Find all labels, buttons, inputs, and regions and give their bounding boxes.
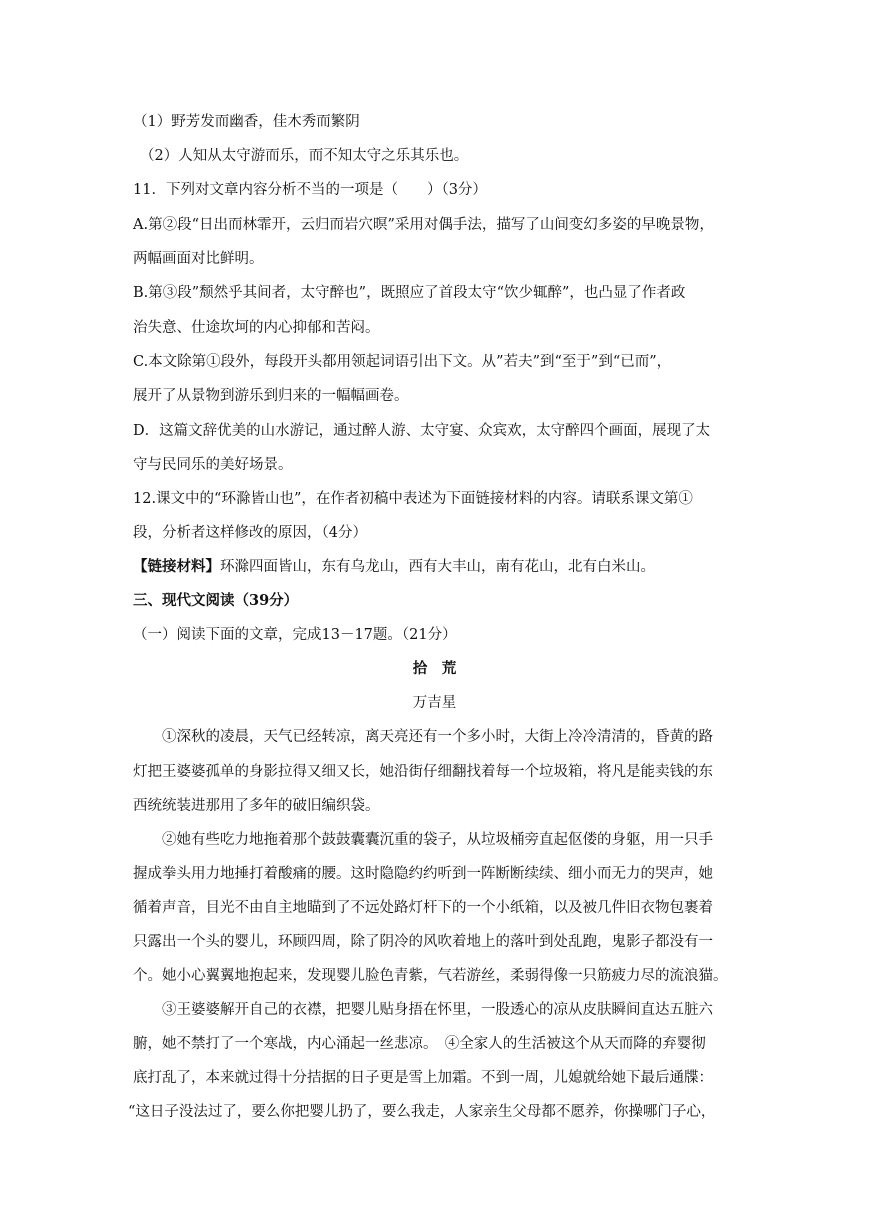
q11-option-a-line-2: 两幅画面对比鲜明。 bbox=[133, 251, 264, 267]
paragraph-3-line-2: 腑，她不禁打了一个寒战，内心涌起一丝悲凉。 ④全家人的生活被这个从天而降的弃婴彻 bbox=[133, 1036, 706, 1052]
q11-option-a-line-1: A.第②段“日出而林霏开，云归而岩穴暝”采用对偶手法，描写了山间变幻多姿的早晚景物， bbox=[133, 217, 714, 233]
q12-stem-line-1: 12.课文中的“环滁皆山也”，在作者初稿中表述为下面链接材料的内容。请联系课文第① bbox=[133, 491, 693, 507]
q10-item-1: （1）野芳发而幽香，佳木秀而繁阴 bbox=[133, 114, 360, 130]
paragraph-2-line-5: 个。她小心翼翼地抱起来，发现婴儿脸色青紫，气若游丝，柔弱得像一只筋疲力尽的流浪猫。 bbox=[133, 968, 728, 984]
article-author: 万吉星 bbox=[412, 695, 457, 711]
paragraph-3-line-4: “这日子没法过了，要么你把婴儿扔了，要么我走，人家亲生父母都不愿养，你操哪门子心， bbox=[128, 1104, 716, 1120]
paragraph-3-line-1: ③王婆婆解开自己的衣襟，把婴儿贴身捂在怀里，一股透心的凉从皮肤瞬间直达五脏六 bbox=[162, 1002, 713, 1018]
paragraph-3-line-3: 底打乱了，本来就过得十分拮据的日子更是雪上加霜。不到一周，儿媳就给她下最后通牒： bbox=[133, 1070, 713, 1086]
paragraph-1-line-1: ①深秋的凌晨，天气已经转凉，离天亮还有一个多小时，大街上冷冷清清的，昏黄的路 bbox=[162, 729, 713, 745]
section-subheading: （一）阅读下面的文章，完成13－17题。（21分） bbox=[133, 627, 457, 643]
q11-stem: 11．下列对文章内容分析不当的一项是（ ）（3分） bbox=[133, 182, 487, 198]
section-heading: 三、现代文阅读（39分） bbox=[133, 592, 299, 609]
q11-option-d-line-1: D．这篇文辞优美的山水游记，通过醉人游、太守宴、众宾欢，太守醉四个画面，展现了太 bbox=[133, 423, 711, 439]
q11-option-d-line-2: 守与民同乐的美好场景。 bbox=[133, 457, 293, 473]
article-title: 拾 荒 bbox=[412, 660, 457, 677]
paragraph-2-line-3: 循着声音，目光不由自主地瞄到了不远处路灯杆下的一个小纸箱，以及被几件旧衣物包裹着 bbox=[133, 900, 713, 916]
paragraph-1-line-2: 灯把王婆婆孤单的身影拉得又细又长，她沿街仔细翻找着每一个垃圾箱，将凡是能卖钱的东 bbox=[133, 764, 713, 780]
q11-option-c-line-2: 展开了从景物到游乐到归来的一幅幅画卷。 bbox=[133, 388, 409, 404]
q11-option-c-line-1: C.本文除第①段外，每段开头都用领起词语引出下文。从”若夫”到“至于”到“已而”， bbox=[133, 354, 672, 370]
q12-stem-line-2: 段，分析者这样修改的原因，（4分） bbox=[133, 525, 367, 541]
q12-linked-material bbox=[133, 557, 655, 577]
paragraph-1-line-3: 西统统装进那用了多年的破旧编织袋。 bbox=[133, 798, 380, 814]
paragraph-2-line-1: ②她有些吃力地拖着那个鼓鼓囊囊沉重的袋子，从垃圾桶旁直起伛偻的身躯，用一只手 bbox=[162, 832, 713, 848]
q10-item-2: （2）人知从太守游而乐，而不知太守之乐其乐也。 bbox=[140, 148, 469, 164]
paragraph-2-line-4: 只露出一个头的婴儿，环顾四周，除了阴冷的风吹着地上的落叶到处乱跑，鬼影子都没有一 bbox=[133, 934, 713, 950]
material-text: 环滁四面皆山，东有乌龙山，西有大丰山，南有花山，北有白米山。 bbox=[220, 559, 655, 575]
paragraph-2-line-2: 握成拳头用力地捶打着酸痛的腰。这时隐隐约约听到一阵断断续续、细小而无力的哭声，她 bbox=[133, 866, 713, 882]
material-label: 【链接材料】 bbox=[133, 558, 220, 575]
q11-option-b-line-2: 治失意、仕途坎坷的内心抑郁和苦闷。 bbox=[133, 320, 380, 336]
q11-option-b-line-1: B.第③段”颓然乎其间者，太守醉也”，既照应了首段太守“饮少辄醉”，也凸显了作者政 bbox=[133, 285, 686, 301]
